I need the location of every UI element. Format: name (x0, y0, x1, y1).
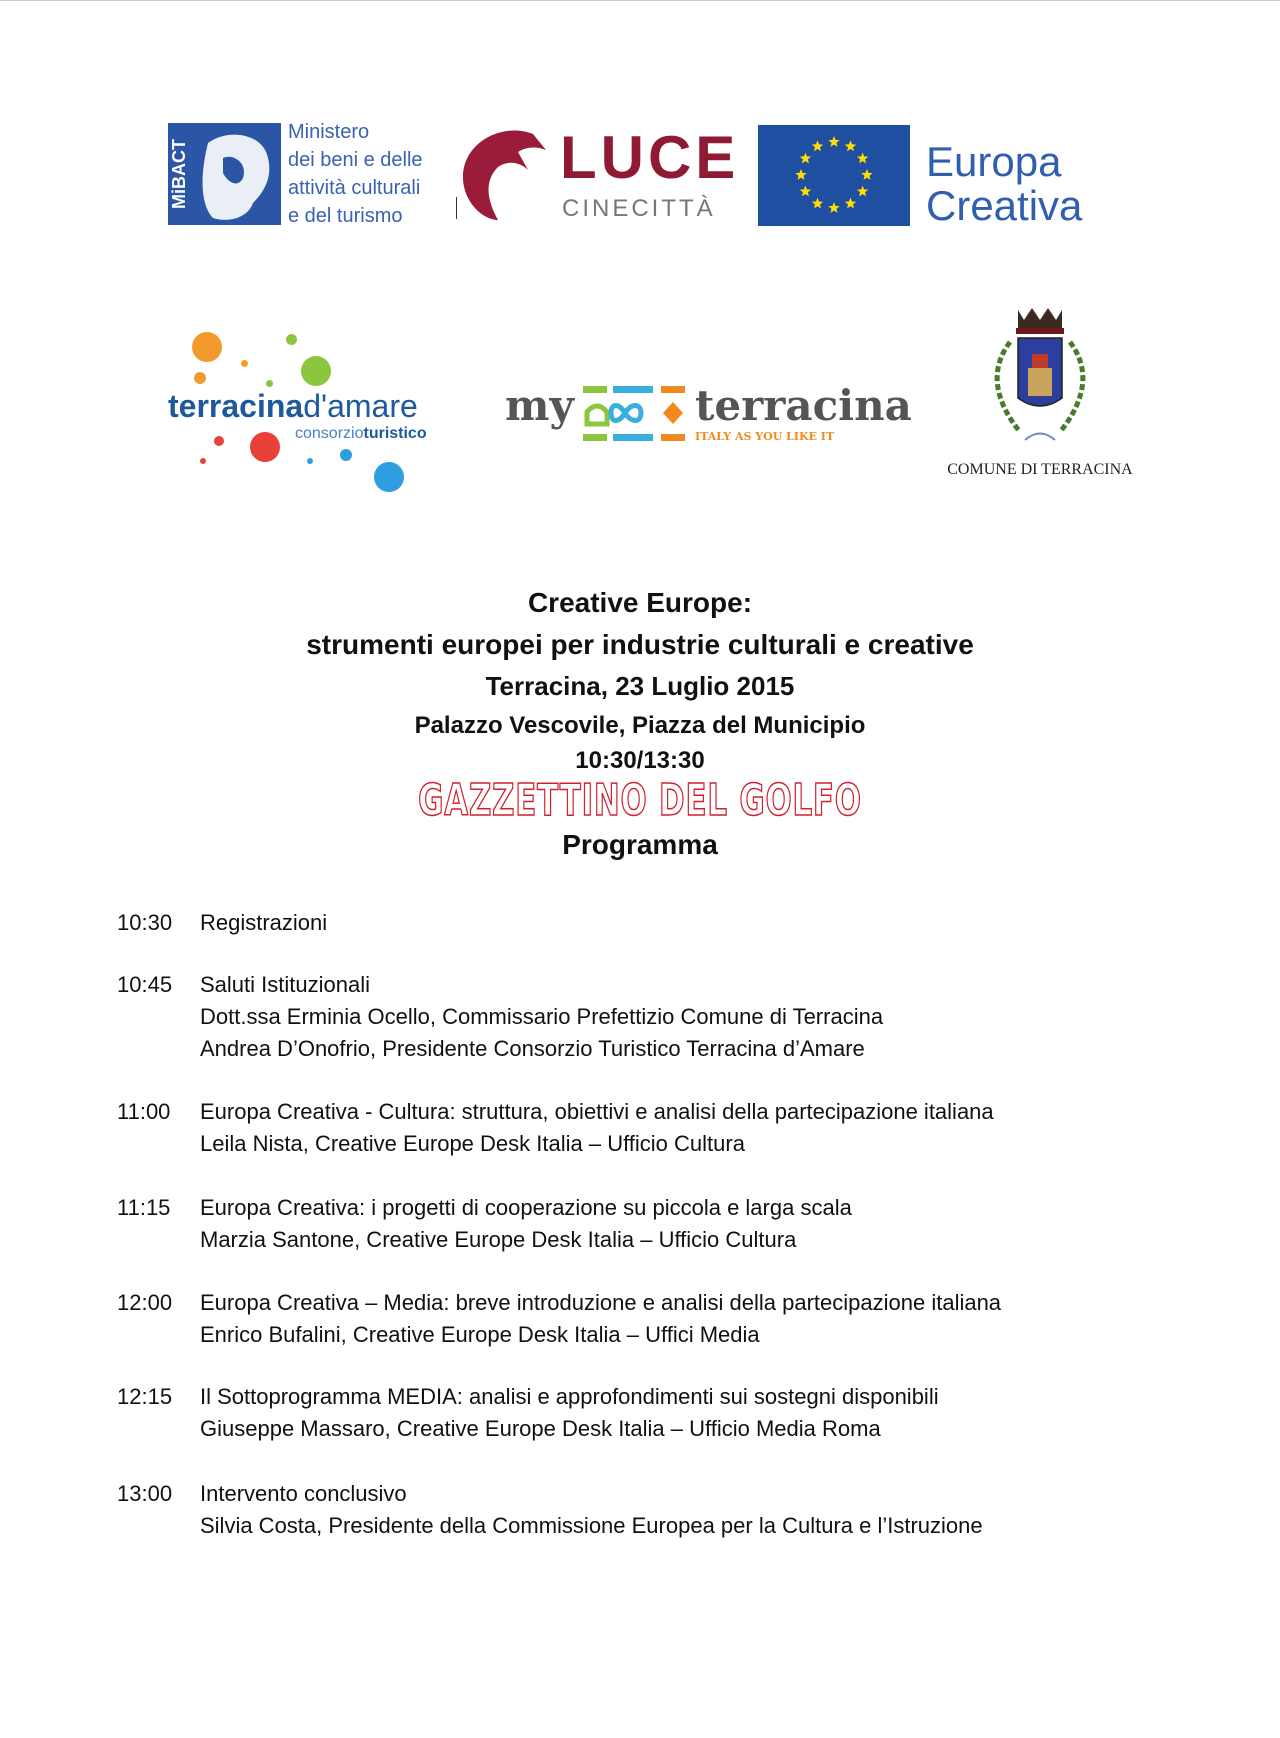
star-icon (845, 140, 856, 151)
coat-of-arms-icon (970, 302, 1110, 452)
dot (194, 372, 206, 384)
star-icon (795, 169, 806, 180)
mibact-line: dei beni e delle (288, 149, 423, 171)
dot (301, 356, 331, 386)
luce-title: LUCE (560, 124, 740, 191)
mibact-acronym: MiBACT (169, 139, 189, 209)
dot (340, 449, 352, 461)
dot (192, 332, 222, 362)
agenda-item-speaker: Leila Nista, Creative Europe Desk Italia – Ufficio Cultura (200, 1131, 745, 1156)
top-border (0, 0, 1280, 1)
star-icon (845, 198, 856, 209)
tagline: ITALY AS YOU LIKE IT (695, 430, 835, 443)
star-icon (828, 136, 839, 147)
agenda-item-speaker: Enrico Bufalini, Creative Europe Desk Italia – Uffici Media (200, 1322, 760, 1347)
place-date: Terracina, 23 Luglio 2015 (485, 671, 795, 701)
comune-label: COMUNE DI TERRACINA (947, 461, 1133, 478)
bar (661, 386, 685, 393)
europa-creativa-text (926, 140, 1082, 228)
star-icon (857, 186, 868, 197)
mibact-line: attività culturali (288, 177, 421, 199)
eu-flag-icon (758, 125, 910, 226)
gazzettino-watermark: GAZZETTINO DEL GOLFO (418, 775, 862, 826)
star-icon (800, 153, 811, 164)
page-title: Creative Europe: (527, 587, 753, 618)
agenda-time: 11:15 (117, 1195, 171, 1220)
star-icon (812, 140, 823, 151)
agenda-time: 10:45 (117, 972, 173, 997)
dot (241, 360, 248, 367)
agenda-item-speaker: Giuseppe Massaro, Creative Europe Desk Italia – Ufficio Media Roma (200, 1416, 881, 1441)
wordmark-bold: terracina (168, 388, 304, 424)
agenda-time: 12:15 (117, 1384, 173, 1409)
venue: Palazzo Vescovile, Piazza del Municipio (414, 712, 866, 739)
consorzio-turistico (295, 425, 427, 443)
mibact-name (288, 118, 423, 230)
agenda-time: 12:00 (117, 1290, 173, 1315)
luce-subtitle: CINECITTÀ (562, 195, 716, 222)
star-icon (861, 169, 872, 180)
infinity-icon (583, 398, 687, 428)
agenda-item-title: Intervento conclusivo (200, 1481, 407, 1506)
agenda-item-speaker: Andrea D’Onofrio, Presidente Consorzio Turistico Terracina d’Amare (200, 1036, 865, 1061)
mibact-line: e del turismo (288, 205, 403, 227)
terracina-text: terracina (695, 381, 912, 430)
terracina-damare-wordmark (168, 390, 418, 422)
agenda-item-speaker: Silvia Costa, Presidente della Commissione Europea per la Cultura e l’Istruzione (200, 1513, 983, 1538)
bar (583, 386, 607, 393)
divider (456, 197, 457, 219)
luce-eagle-icon (458, 122, 548, 222)
agenda-item-title: Europa Creativa - Cultura: struttura, obiettivi e analisi della partecipazione italiana (200, 1099, 994, 1124)
agenda-time: 13:00 (117, 1481, 173, 1506)
agenda-item-title: Saluti Istituzionali (200, 972, 370, 997)
dot (200, 458, 206, 464)
bar (661, 434, 685, 441)
mibact-line: Ministero (288, 121, 370, 143)
hours: 10:30/13:30 (575, 747, 705, 774)
agenda-time: 11:00 (117, 1099, 171, 1124)
dot (250, 432, 280, 462)
star-icon (812, 198, 823, 209)
bar (613, 386, 653, 393)
agenda-item-title: Europa Creativa – Media: breve introduzione e analisi della partecipazione italiana (200, 1290, 1002, 1315)
star-icon (857, 153, 868, 164)
agenda-time: 10:30 (117, 910, 173, 935)
europa-line: Europa (926, 138, 1062, 185)
sub-bold: turistico (363, 425, 427, 442)
page-subtitle: strumenti europei per industrie culturali e creative (306, 629, 974, 660)
star-icon (800, 186, 811, 197)
star-icon (828, 202, 839, 213)
sub-light: consorzio (295, 425, 364, 442)
agenda-item-title: Registrazioni (200, 910, 328, 935)
agenda-item-title: Europa Creativa: i progetti di cooperazione su piccola e larga scala (200, 1195, 852, 1220)
dot (307, 458, 313, 464)
dot (374, 462, 404, 492)
agenda-item-speaker: Dott.ssa Erminia Ocello, Commissario Prefettizio Comune di Terracina (200, 1004, 884, 1029)
dot (286, 334, 297, 345)
my-text: my (505, 381, 574, 430)
bar (613, 434, 653, 441)
agenda-item-speaker: Marzia Santone, Creative Europe Desk Italia – Ufficio Cultura (200, 1227, 797, 1252)
dot (214, 436, 224, 446)
dot (266, 380, 273, 387)
programma-heading: Programma (562, 829, 718, 860)
creativa-line: Creativa (926, 182, 1083, 229)
agenda-item-title: Il Sottoprogramma MEDIA: analisi e approfondimenti sui sostegni disponibili (200, 1384, 939, 1409)
wordmark-light: d'amare (303, 388, 418, 424)
bar (583, 434, 607, 441)
